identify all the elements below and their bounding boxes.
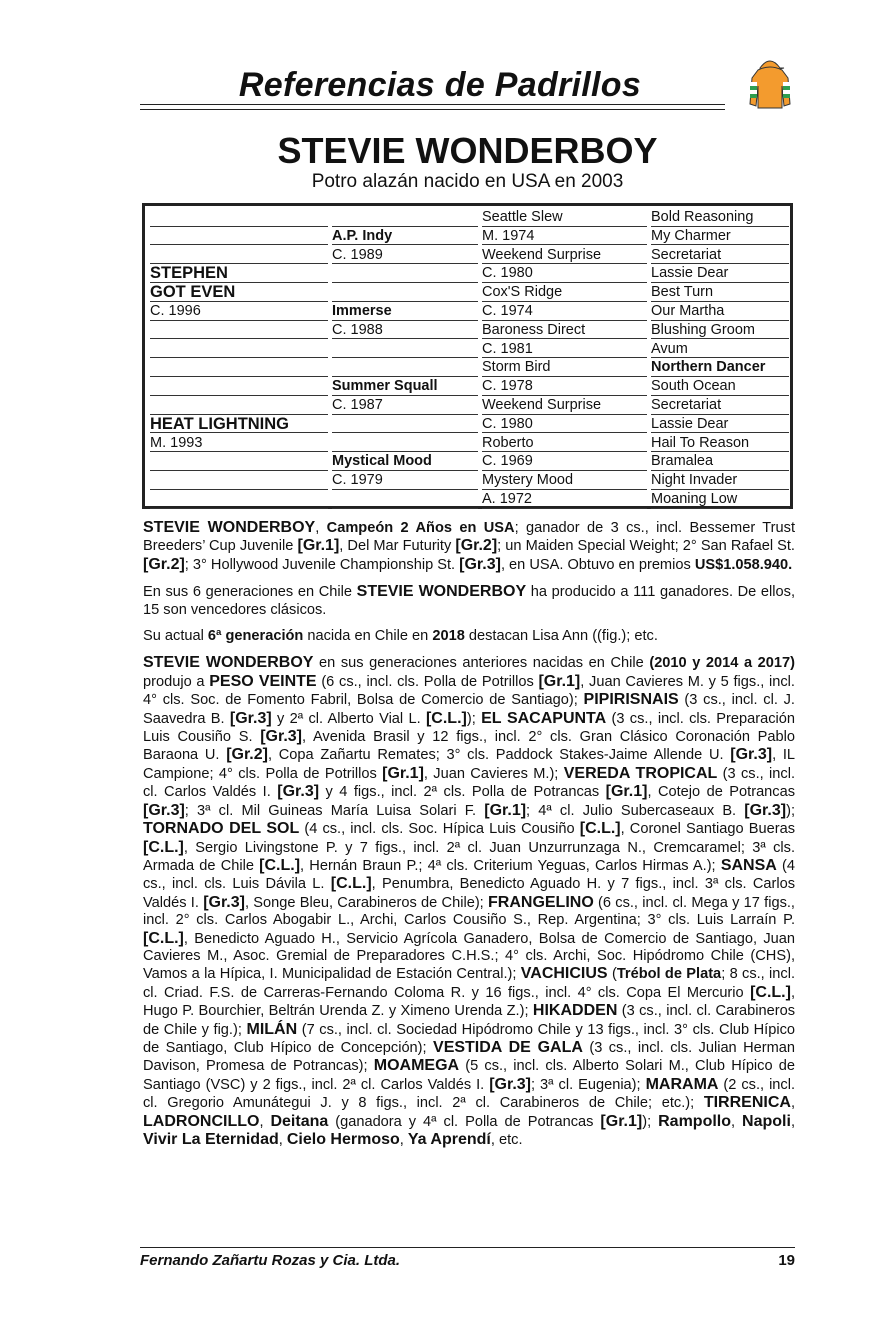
pedigree-great-grandparent: Mystery Mood — [482, 472, 574, 489]
offspring-paragraph — [143, 654, 795, 1149]
pedigree-rule — [150, 508, 328, 509]
race-grade: [Gr.3] — [229, 709, 272, 727]
achievements-paragraph — [143, 519, 795, 574]
text-run: US$1.058.940. — [694, 556, 793, 573]
pedigree-grandparent: C. 1987 — [332, 397, 383, 413]
text-run: (2 cs., incl. cl. Gregorio Amunátegui J. y 8 figs., incl. 2ª cl. Carabineros de Chile; etc.); — [143, 1076, 796, 1112]
text-run: produjo a — [143, 673, 210, 690]
race-grade: [Gr.3] — [143, 801, 185, 819]
horse-name-ref: Cielo Hermoso — [286, 1131, 400, 1148]
race-grade: [Gr.1] — [600, 1112, 643, 1130]
pedigree-row — [145, 358, 790, 377]
horse-name-ref: STEVIE WONDERBOY — [143, 654, 314, 672]
pedigree-parent: STEPHEN — [150, 264, 228, 283]
text-run: (2010 y 2014 a 2017) — [649, 655, 795, 672]
text-run: ; un Maiden Special Weight; 2° San Rafael St. — [497, 538, 795, 555]
footer-rule — [140, 1247, 795, 1248]
text-run: , IL Campione; 4° cls. Polla de Potrillos — [143, 747, 795, 782]
horse-name-ref: STEVIE WONDERBOY — [356, 583, 527, 601]
horse-name-ref: Vivir La Eternidad — [143, 1131, 279, 1148]
horse-name-ref: TIRRENICA — [703, 1094, 791, 1112]
text-run: , en USA. Obtuvo en premios — [500, 556, 695, 573]
pedigree-ancestor: My Charmer — [651, 227, 731, 244]
pedigree-great-grandparent: C. 1980 — [482, 265, 533, 282]
race-grade: [Gr.1] — [538, 672, 581, 690]
pedigree-ancestor: Lassie Dear — [651, 265, 729, 282]
pedigree-great-grandparent: M. 1974 — [482, 227, 535, 244]
pedigree-great-grandparent: Roberto — [482, 434, 534, 451]
race-grade: [Gr.2] — [226, 746, 268, 764]
text-run: ); — [466, 710, 482, 727]
text-run: ; 3° Hollywood Juvenile Championship St. — [184, 556, 460, 573]
page-number: 19 — [778, 1252, 795, 1269]
text-run: ; 3ª cl. Mil Guineas María Luisa Solari F. — [184, 802, 485, 819]
pedigree-row — [145, 340, 790, 359]
pedigree-great-grandparent: C. 1974 — [482, 303, 533, 319]
text-run: y 2ª cl. Alberto Vial L. — [271, 710, 426, 727]
text-run: y 4 figs., incl. 2ª cls. Polla de Potrancas — [319, 784, 606, 801]
pedigree-parent: GOT EVEN — [150, 283, 236, 302]
pedigree-great-grandparent: Baroness Direct — [482, 321, 586, 338]
race-grade: [Gr.3] — [730, 746, 773, 764]
pedigree-great-grandparent: C. 1980 — [482, 415, 533, 432]
pedigree-ancestor: Bramalea — [651, 453, 714, 470]
horse-name-ref: EL SACAPUNTA — [481, 709, 607, 727]
header-rule — [140, 104, 725, 105]
pedigree-great-grandparent: Cox'S Ridge — [482, 284, 563, 301]
pedigree-ancestor: Blushing Groom — [651, 321, 755, 338]
text-run: (7 cs., incl. cl. Sociedad Hipódromo Chile y 13 figs., incl. 3° cls. Club Hípico de Santiago, Club Hípico de Concepción); — [143, 1021, 796, 1056]
text-run: ha producido a 111 ganadores. De ellos, 15 son vencedores clásicos. — [143, 584, 796, 618]
pedigree-row — [145, 471, 790, 490]
pedigree-great-grandparent: C. 1969 — [482, 453, 533, 470]
text-run: , Juan Cavieres M.); — [423, 765, 564, 782]
horse-name-ref: LADRONCILLO — [143, 1112, 260, 1130]
text-run: destacan Lisa Ann ((fig.); etc. — [464, 628, 658, 645]
pedigree-row — [145, 227, 790, 246]
race-grade: [C.L.] — [143, 838, 184, 856]
horse-name-title: STEVIE WONDERBOY — [277, 130, 658, 171]
race-grade: [Gr.3] — [277, 783, 320, 801]
race-grade: [Gr.1] — [382, 764, 424, 782]
horse-name-ref: Napoli — [742, 1112, 791, 1130]
pedigree-ancestor: Hail To Reason — [651, 434, 750, 451]
horse-name-ref: VESTIDA DE GALA — [433, 1038, 583, 1056]
pedigree-grandparent: A.P. Indy — [332, 227, 393, 244]
page-header — [140, 58, 795, 118]
pedigree-row — [145, 321, 790, 340]
pedigree-grandparent: Immerse — [332, 303, 392, 319]
text-run: , Benedicto Aguado H., Servicio Agrícola Ganadero, Bolsa de Comercio de Santiago, Juan Cavieres M., Asoc. Gremial de Preparadores C.H.S.; 4° cls. Archi, Soc. Hipódromo Chile (CHS), Vamos a la Hípica, I. Municipalidad de Estación Central.); — [143, 930, 795, 983]
horse-name-ref: PESO VEINTE — [209, 672, 317, 690]
text-run: , etc. — [490, 1132, 523, 1148]
horse-name-ref: Deitana — [270, 1112, 329, 1130]
horse-name-ref: TORNADO DEL SOL — [143, 820, 300, 838]
pedigree-ancestor: South Ocean — [651, 378, 736, 395]
text-run: en sus generaciones anteriores nacidas en Chile — [313, 655, 650, 672]
race-grade: [Gr.3] — [489, 1075, 532, 1093]
pedigree-grandparent: C. 1988 — [332, 321, 383, 338]
race-grade: [C.L.] — [425, 709, 467, 727]
pedigree-ancestor: Moaning Low — [651, 491, 738, 507]
pedigree-ancestor: Night Invader — [651, 472, 738, 489]
pedigree-parent: C. 1996 — [150, 303, 201, 319]
text-run: , — [278, 1132, 287, 1148]
horse-name-ref: PIPIRISNAIS — [583, 691, 679, 709]
text-run: ; ganador de 3 cs., incl. Bessemer Trust Breeders’ Cup Juvenile — [143, 520, 795, 555]
text-run: Trébol de Plata — [616, 966, 722, 983]
pedigree-row — [145, 452, 790, 471]
text-run: 2018 — [432, 628, 465, 645]
horse-name-ref: Ya Aprendí — [407, 1131, 491, 1148]
header-rule-secondary — [140, 109, 725, 110]
text-run: (ganadora y 4ª cl. Polla de Potrancas — [328, 1113, 601, 1130]
pedigree-parent: HEAT LIGHTNING — [150, 414, 290, 433]
horse-name-ref: MILÁN — [246, 1020, 298, 1038]
text-run: , Hernán Braun P.; 4ª cls. Criterium Yeguas, Carlos Hirmas A.); — [300, 857, 721, 874]
text-run: ); — [642, 1113, 659, 1130]
text-run: (6 cs., incl. cls. Polla de Potrillos — [316, 673, 539, 690]
text-run: Campeón 2 Años en USA — [326, 520, 515, 536]
race-grade: [Gr.1] — [484, 801, 527, 819]
race-grade: [Gr.3] — [260, 728, 302, 746]
text-run: Su actual — [143, 628, 208, 645]
horse-name-ref: VEREDA TROPICAL — [563, 764, 718, 782]
race-grade: [C.L.] — [330, 875, 372, 893]
text-run: (5 cs., incl. cls. Alberto Solari M., Club Hípico de Santiago (VSC) y 2 figs., incl. 2ª cl. Carlos Valdés I. — [143, 1058, 795, 1093]
pedigree-ancestor: Best Turn — [651, 284, 714, 301]
pedigree-ancestor: Lassie Dear — [651, 415, 729, 432]
text-run: (6 cs., incl. cl. Mega y 17 figs., incl. 2° cls. Carlos Abogabir L., Archi, Carlos Cousiño S., Rep. Argentina; 3° cls. Luis Larraín P. — [143, 894, 795, 929]
text-run: , Cotejo de Potrancas — [647, 784, 796, 801]
pedigree-grandparent: C. 1979 — [332, 472, 383, 489]
pedigree-great-grandparent: C. 1981 — [482, 340, 533, 357]
pedigree-great-grandparent: C. 1978 — [482, 378, 533, 395]
horse-name-ref: FRANGELINO — [488, 893, 594, 911]
pedigree-row — [145, 208, 790, 227]
current-generation-paragraph — [143, 628, 795, 645]
text-run: , Hugo P. Bourchier, Beltrán Urenda Z. y Ximeno Urenda Z.); — [143, 984, 795, 1020]
text-run: , — [731, 1113, 743, 1130]
text-run: (4 cs., incl. cls. Luis Dávila L. — [143, 857, 795, 893]
pedigree-great-grandparent: A. 1972 — [482, 491, 532, 507]
text-run: ; 4ª cl. Julio Subercaseaux B. — [526, 802, 745, 819]
race-grade: [Gr.1] — [605, 783, 648, 801]
text-run: (3 cs., incl. cl. Carabineros de Chile y fig.); — [143, 1003, 795, 1038]
text-run: nacida en Chile en — [303, 628, 433, 645]
pedigree-row — [145, 283, 790, 302]
body-text — [143, 519, 795, 1158]
race-grade: [Gr.3] — [744, 801, 787, 819]
pedigree-great-grandparent: Storm Bird — [482, 359, 551, 376]
pedigree-row — [145, 434, 790, 453]
pedigree-ancestor: Northern Dancer — [651, 359, 766, 376]
text-run: , — [790, 1113, 795, 1130]
pedigree-ancestor: Avum — [651, 340, 688, 357]
text-run: (4 cs., incl. cls. Soc. Hípica Luis Cousiño — [299, 821, 580, 838]
pedigree-rule — [332, 508, 478, 509]
text-run: (3 cs., incl. cl. Carlos Valdés I. — [143, 765, 796, 801]
pedigree-ancestor: Secretariat — [651, 397, 722, 413]
text-run: , Copa Zañartu Remates; 3° cls. Paddock Stakes-Jaime Allende U. — [267, 747, 731, 764]
race-grade: [Gr.3] — [203, 893, 245, 911]
text-run: , Sergio Livingstone P. y 7 figs., incl. 2ª cl. Juan Unzurrunzaga N., Cremcaramel; 3ª cls. Armada de Chile — [143, 839, 795, 874]
horse-name-ref: HIKADDEN — [532, 1002, 618, 1020]
pedigree-ancestor: Bold Reasoning — [651, 209, 754, 225]
text-run: , — [790, 1095, 795, 1112]
text-run: En sus 6 generaciones en Chile — [143, 584, 357, 601]
pedigree-row — [145, 264, 790, 283]
race-grade: [C.L.] — [750, 983, 791, 1001]
pedigree-row — [145, 490, 790, 509]
pedigree-table — [142, 203, 793, 509]
text-run: ; 3ª cl. Eugenia); — [531, 1076, 646, 1093]
text-run: , Avenida Brasil y 12 figs., incl. 2° cls. Gran Clásico Coronación Pablo Baraona U. — [143, 729, 795, 764]
generations-paragraph — [143, 583, 795, 619]
text-run: , Juan Cavieres M. y 5 figs., incl. 4° cls. Soc. de Fomento Fabril, Bolsa de Comercio de Santiago); — [143, 673, 795, 709]
text-run: , Songe Bleu, Carabineros de Chile); — [244, 894, 488, 911]
race-grade: [Gr.2] — [143, 555, 185, 573]
text-run: (3 cs., incl. cls. Preparación Luis Cousiño S. — [143, 710, 795, 746]
text-run: , — [315, 520, 327, 536]
pedigree-row — [145, 415, 790, 434]
pedigree-row — [145, 246, 790, 265]
horse-name-ref: SANSA — [720, 856, 777, 874]
text-run: , Del Mar Futurity — [339, 538, 456, 555]
race-grade: [C.L.] — [259, 856, 301, 874]
pedigree-great-grandparent: Seattle Slew — [482, 209, 563, 225]
pedigree-great-grandparent: Weekend Surprise — [482, 397, 602, 413]
pedigree-parent: M. 1993 — [150, 434, 203, 451]
page-header-title: Referencias de Padrillos — [238, 66, 642, 104]
race-grade: [C.L.] — [143, 929, 184, 947]
race-grade: [C.L.] — [579, 820, 621, 838]
pedigree-row — [145, 396, 790, 415]
horse-subtitle: Potro alazán nacido en USA en 2003 — [311, 171, 624, 192]
pedigree-row — [145, 377, 790, 396]
race-grade: [Gr.2] — [455, 537, 498, 555]
pedigree-ancestor: Secretariat — [651, 246, 722, 263]
text-run: (3 cs., incl. cl. J. Saavedra B. — [143, 692, 795, 727]
footer-company: Fernando Zañartu Rozas y Cia. Ltda. — [140, 1252, 401, 1269]
race-grade: [Gr.3] — [459, 555, 501, 573]
horse-name-ref: MARAMA — [645, 1075, 719, 1093]
horse-name-ref: STEVIE WONDERBOY — [143, 519, 316, 536]
text-run: ; 8 cs., incl. cl. Criad. F.S. de Carreras-Fernando Coloma R. y 16 figs., incl. 4° cls. Copa El Mercurio — [143, 966, 796, 1001]
text-run: ( — [607, 966, 617, 983]
text-run: , Penumbra, Benedicto Aguado H. y 7 figs., incl. 3ª cls. Carlos Valdés I. — [143, 876, 795, 911]
pedigree-row — [145, 302, 790, 321]
horse-name-ref: VACHICIUS — [520, 965, 608, 983]
text-run: , — [399, 1132, 408, 1148]
horse-name-ref: Rampollo — [658, 1112, 732, 1130]
text-run: ); — [786, 802, 795, 819]
pedigree-great-grandparent: Weekend Surprise — [482, 246, 602, 263]
pedigree-grandparent: Mystical Mood — [332, 453, 432, 470]
pedigree-grandparent: C. 1989 — [332, 246, 383, 263]
pedigree-grandparent: Summer Squall — [332, 378, 438, 395]
jockey-silks-icon — [744, 56, 796, 114]
text-run: (3 cs., incl. cls. Julian Herman Davison, Promesa de Potrancas); — [143, 1039, 795, 1075]
text-run: , — [259, 1113, 271, 1130]
race-grade: [Gr.1] — [297, 537, 340, 555]
text-run: 6ª generación — [207, 628, 304, 645]
text-run: , Coronel Santiago Bueras — [620, 821, 795, 838]
horse-name-ref: MOAMEGA — [373, 1057, 460, 1075]
pedigree-ancestor: Our Martha — [651, 303, 725, 319]
